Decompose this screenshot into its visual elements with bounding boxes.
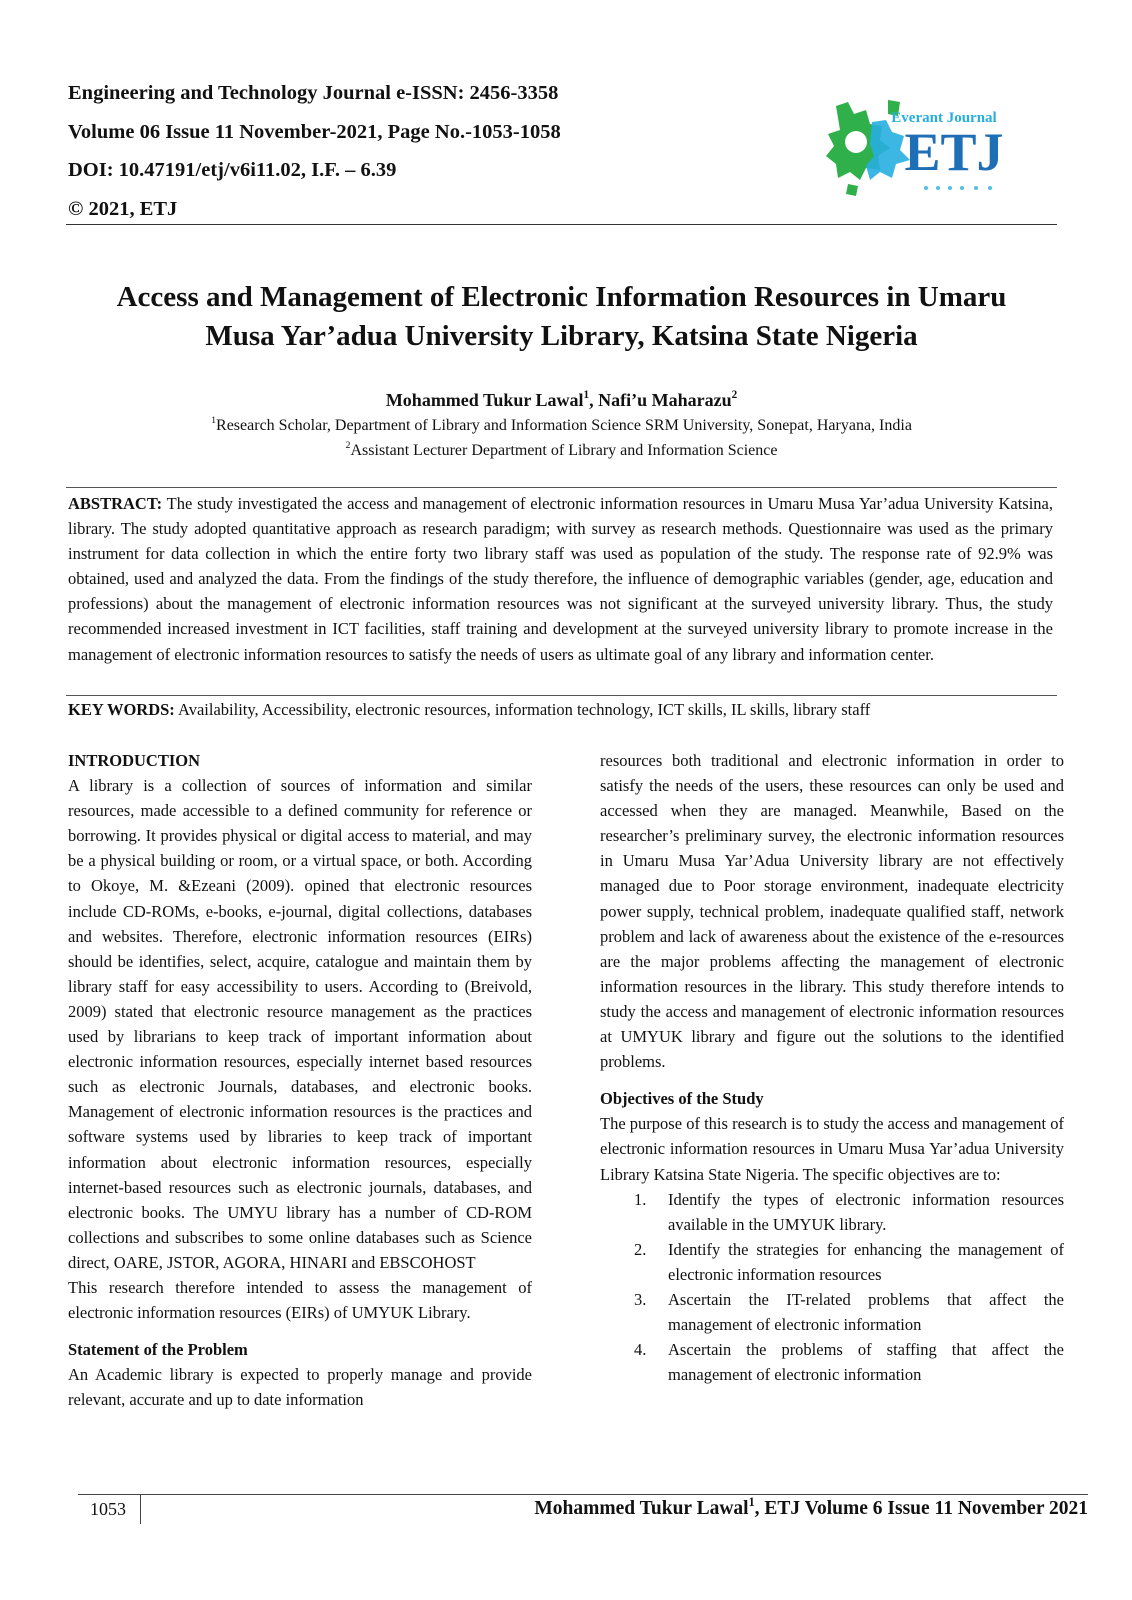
affiliation-2-sup: 2 — [345, 440, 351, 452]
list-item-number: 1. — [634, 1189, 647, 1209]
copyright-line: © 2021, ETJ — [68, 197, 178, 220]
affiliation-2 — [66, 439, 1057, 463]
keywords-label: KEY WORDS: — [68, 700, 175, 719]
keywords-text: Availability, Accessibility, electronic resources, information technology, ICT skills, IL skills, library staff — [174, 700, 871, 719]
abstract-top-rule — [66, 487, 1057, 488]
author-2-sup: 2 — [731, 389, 738, 402]
footer-citation — [534, 1496, 1088, 1522]
logo-caption: Everant Journal — [891, 110, 997, 126]
author-separator: , — [589, 390, 599, 410]
paper-title — [66, 278, 1057, 356]
title-line-2: Musa Yar’adua University Library, Katsina State Nigeria — [205, 320, 918, 352]
footer-divider — [140, 1494, 141, 1524]
title-line-1: Access and Management of Electronic Information Resources in Umaru — [116, 281, 1007, 313]
statement-heading: Statement of the Problem — [68, 1340, 248, 1360]
right-column — [600, 748, 1064, 1387]
footer-rule — [78, 1494, 1088, 1495]
doi-line: DOI: 10.47191/etj/v6i11.02, I.F. – 6.39 — [68, 159, 397, 181]
list-item — [600, 1337, 1064, 1387]
author-line — [66, 388, 1057, 412]
page-number: 1053 — [90, 1499, 126, 1519]
affiliation-1-text: Research Scholar, Department of Library and Information Science SRM University, Sonepat, Haryana, India — [216, 417, 912, 434]
author-2: Nafi’u Maharazu — [598, 390, 732, 410]
introduction-heading: INTRODUCTION — [68, 751, 201, 770]
footer-author-sup: 1 — [748, 1494, 755, 1509]
statement-paragraph-start: An Academic library is expected to properly manage and provide relevant, accurate and up to date information — [68, 1365, 532, 1410]
footer-journal: , ETJ Volume 6 Issue 11 November 2021 — [754, 1498, 1088, 1519]
footer-author: Mohammed Tukur Lawal — [534, 1498, 749, 1519]
list-item — [600, 1237, 1064, 1287]
list-item-number: 3. — [634, 1289, 647, 1309]
introduction-paragraph-1: A library is a collection of sources of information and similar resources, made accessible to a defined community for reference or borrowing. It provides physical or digital access to material, and may be a physical building or room, or a virtual space, or both. According to Okoye, M. &Ezeani (2009). opined that electronic resources include CD-ROMs, e-books, e-journal, digital collections, databases and websites. Therefore, electronic information resources (EIRs) should be identifies, select, acquire, catalogue and maintain them by library staff for easy accessibility to users. According to (Breivold, 2009) stated that electronic resource management as the practices used by librarians to keep track of important information about electronic information resources, especially internet based resources such as electronic Journals, databases, and electronic books. Management of electronic information resources is the practices and software systems used by libraries to keep track of important information about electronic information resources, especially internet-based resources such as electronic journals, databases, and electronic books. The UMYU library has a number of CD-ROM collections and subscribes to some online databases such as Science direct, OARE, JSTOR, AGORA, HINARI and EBSCOHOST — [68, 776, 532, 1272]
author-1-sup: 1 — [583, 389, 590, 402]
affiliation-1-sup: 1 — [211, 415, 217, 427]
abstract-label: ABSTRACT: — [68, 494, 163, 513]
statement-paragraph-continued: resources both traditional and electronic information in order to satisfy the needs of the users, these resources can only be used and accessed when they are managed. Meanwhile, Based on the researcher’s preliminary survey, the electronic information resources in Umaru Musa Yar’Adua University library are not effectively managed due to Poor storage environment, inadequate electricity power supply, technical problem, inadequate qualified staff, network problem and lack of awareness about the existence of the e-resources are the major problems affecting the management of electronic information resources in the library. This study therefore intends to study the access and management of electronic information resources at UMYUK library and figure out the solutions to the identified problems. — [600, 751, 1064, 1072]
list-item-text: Ascertain the problems of staffing that affect the management of electronic information — [668, 1340, 1064, 1385]
list-item — [600, 1187, 1064, 1237]
section-gap — [600, 1074, 1064, 1086]
keywords — [68, 697, 1053, 722]
affiliation-2-text: Assistant Lecturer Department of Library and Information Science — [350, 442, 778, 459]
journal-issn-line: Engineering and Technology Journal e-ISSN: 2456-3358 — [68, 82, 559, 104]
objectives-heading: Objectives of the Study — [600, 1089, 764, 1109]
list-item-number: 4. — [634, 1340, 647, 1360]
objectives-intro: The purpose of this research is to study the access and management of electronic information resources in Umaru Musa Yar’adua University Library Katsina State Nigeria. The specific objectives are to: — [600, 1114, 1064, 1184]
objectives-list — [600, 1187, 1064, 1388]
keywords-rule — [66, 695, 1057, 696]
volume-line: Volume 06 Issue 11 November-2021, Page No.-1053-1058 — [68, 120, 561, 143]
abstract — [68, 491, 1053, 667]
list-item-number: 2. — [634, 1239, 647, 1259]
affiliation-1 — [66, 414, 1057, 438]
introduction-paragraph-2: This research therefore intended to assess the management of electronic information resources (EIRs) of UMYUK Library. — [68, 1277, 532, 1323]
logo-letters: ETJ — [904, 122, 1004, 182]
list-item-text: Ascertain the IT-related problems that affect the management of electronic information — [668, 1289, 1064, 1335]
left-column — [68, 748, 532, 1412]
abstract-text: The study investigated the access and management of electronic information resources in Umaru Musa Yar’adua University Katsina, library. The study adopted quantitative approach as research paradigm; with survey as research methods. Questionnaire was used as the primary instrument for data collection in which the entire forty two library staff was used as population of the study. The response rate of 92.9% was obtained, used and analyzed the data. From the findings of the study therefore, the influence of demographic variables (gender, age, education and professions) about the management of electronic information resources was not significant at the surveyed university library. Thus, the study recommended increased investment in ICT facilities, staff training and development at the surveyed university library to promote increase in the management of electronic information resources to satisfy the needs of users as ultimate goal of any library and information center. — [68, 494, 1053, 664]
section-gap — [68, 1325, 532, 1337]
list-item-text: Identify the types of electronic information resources available in the UMYUK library. — [668, 1189, 1064, 1234]
list-item — [600, 1287, 1064, 1337]
etj-logo — [826, 92, 1038, 200]
header-rule — [66, 224, 1057, 225]
list-item-text: Identify the strategies for enhancing the management of electronic information resources — [668, 1239, 1064, 1284]
author-1: Mohammed Tukur Lawal — [385, 390, 584, 410]
